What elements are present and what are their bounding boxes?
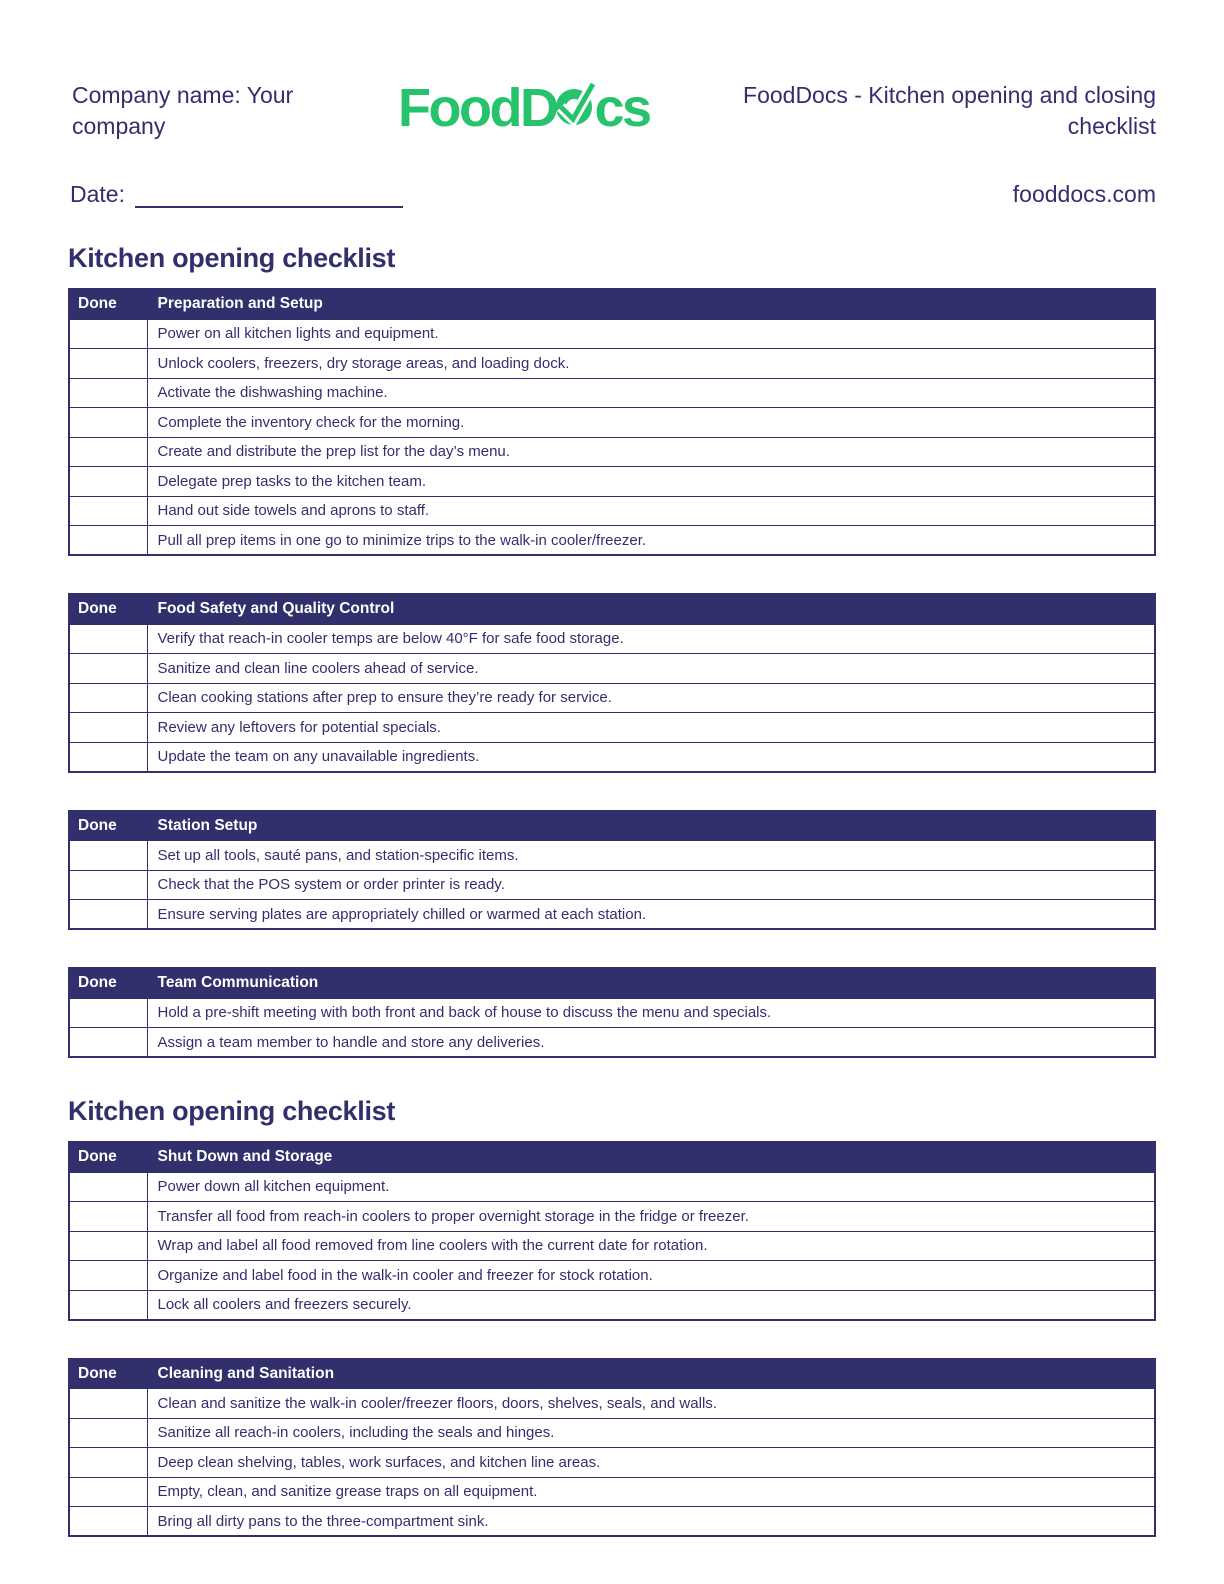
task-text: Assign a team member to handle and store any deliveries. xyxy=(147,1028,1155,1058)
task-text: Delegate prep tasks to the kitchen team. xyxy=(147,467,1155,497)
done-checkbox-cell[interactable] xyxy=(69,437,147,467)
checklist-table xyxy=(68,967,1156,1058)
table-header-title: Food Safety and Quality Control xyxy=(147,594,1155,624)
table-header-title: Station Setup xyxy=(147,811,1155,841)
table-row xyxy=(69,1261,1155,1291)
task-text: Clean and sanitize the walk-in cooler/freezer floors, doors, shelves, seals, and walls. xyxy=(147,1389,1155,1419)
table-row xyxy=(69,998,1155,1028)
table-row xyxy=(69,319,1155,349)
done-checkbox-cell[interactable] xyxy=(69,713,147,743)
done-checkbox-cell[interactable] xyxy=(69,1202,147,1232)
date-label: Date: xyxy=(70,181,125,207)
task-text: Organize and label food in the walk-in cooler and freezer for stock rotation. xyxy=(147,1261,1155,1291)
done-checkbox-cell[interactable] xyxy=(69,408,147,438)
task-text: Update the team on any unavailable ingredients. xyxy=(147,742,1155,772)
done-checkbox-cell[interactable] xyxy=(69,467,147,497)
done-checkbox-cell[interactable] xyxy=(69,1231,147,1261)
checklist-table xyxy=(68,1141,1156,1321)
table-row xyxy=(69,713,1155,743)
task-text: Activate the dishwashing machine. xyxy=(147,378,1155,408)
task-text: Power down all kitchen equipment. xyxy=(147,1172,1155,1202)
table-row xyxy=(69,1231,1155,1261)
table-header-done: Done xyxy=(69,289,147,319)
done-checkbox-cell[interactable] xyxy=(69,1290,147,1320)
table-row xyxy=(69,900,1155,930)
done-checkbox-cell[interactable] xyxy=(69,998,147,1028)
task-text: Check that the POS system or order printer is ready. xyxy=(147,870,1155,900)
table-header-done: Done xyxy=(69,594,147,624)
logo-text-left: FoodD xyxy=(398,78,557,138)
task-text: Review any leftovers for potential specials. xyxy=(147,713,1155,743)
table-row xyxy=(69,1418,1155,1448)
section-heading: Kitchen opening checklist xyxy=(68,1096,396,1126)
task-text: Hand out side towels and aprons to staff. xyxy=(147,496,1155,526)
section-tables xyxy=(68,288,1156,1058)
table-row xyxy=(69,742,1155,772)
table-header-row xyxy=(69,594,1155,624)
table-row xyxy=(69,1448,1155,1478)
task-text: Clean cooking stations after prep to ensure they’re ready for service. xyxy=(147,683,1155,713)
checklist-table xyxy=(68,1358,1156,1538)
done-checkbox-cell[interactable] xyxy=(69,900,147,930)
table-row xyxy=(69,683,1155,713)
done-checkbox-cell[interactable] xyxy=(69,526,147,556)
done-checkbox-cell[interactable] xyxy=(69,742,147,772)
table-header-row xyxy=(69,1142,1155,1172)
table-row xyxy=(69,467,1155,497)
table-row xyxy=(69,349,1155,379)
table-header-title: Shut Down and Storage xyxy=(147,1142,1155,1172)
table-row xyxy=(69,496,1155,526)
date-row xyxy=(70,172,1156,208)
done-checkbox-cell[interactable] xyxy=(69,1389,147,1419)
table-row xyxy=(69,624,1155,654)
task-text: Sanitize and clean line coolers ahead of service. xyxy=(147,654,1155,684)
table-row xyxy=(69,1507,1155,1537)
table-header-row xyxy=(69,289,1155,319)
company-name-text: Company name: Your company xyxy=(72,82,294,139)
table-row xyxy=(69,654,1155,684)
task-text: Ensure serving plates are appropriately chilled or warmed at each station. xyxy=(147,900,1155,930)
task-text: Sanitize all reach-in coolers, including the seals and hinges. xyxy=(147,1418,1155,1448)
table-row xyxy=(69,526,1155,556)
task-text: Unlock coolers, freezers, dry storage areas, and loading dock. xyxy=(147,349,1155,379)
table-header-done: Done xyxy=(69,1359,147,1389)
date-fill-line[interactable] xyxy=(135,180,403,208)
done-checkbox-cell[interactable] xyxy=(69,1448,147,1478)
task-text: Empty, clean, and sanitize grease traps on all equipment. xyxy=(147,1477,1155,1507)
task-text: Set up all tools, sauté pans, and station-specific items. xyxy=(147,841,1155,871)
table-header-done: Done xyxy=(69,968,147,998)
done-checkbox-cell[interactable] xyxy=(69,1477,147,1507)
checklist-table xyxy=(68,288,1156,556)
section-heading: Kitchen opening checklist xyxy=(68,243,396,273)
done-checkbox-cell[interactable] xyxy=(69,319,147,349)
task-text: Complete the inventory check for the morning. xyxy=(147,408,1155,438)
table-row xyxy=(69,1172,1155,1202)
task-text: Bring all dirty pans to the three-compartment sink. xyxy=(147,1507,1155,1537)
task-text: Deep clean shelving, tables, work surfaces, and kitchen line areas. xyxy=(147,1448,1155,1478)
task-text: Wrap and label all food removed from line coolers with the current date for rotation. xyxy=(147,1231,1155,1261)
table-row xyxy=(69,1202,1155,1232)
table-header-title: Team Communication xyxy=(147,968,1155,998)
table-header-done: Done xyxy=(69,811,147,841)
task-text: Hold a pre-shift meeting with both front and back of house to discuss the menu and specials. xyxy=(147,998,1155,1028)
done-checkbox-cell[interactable] xyxy=(69,1028,147,1058)
table-row xyxy=(69,870,1155,900)
done-checkbox-cell[interactable] xyxy=(69,349,147,379)
table-row xyxy=(69,1477,1155,1507)
checklist-section xyxy=(68,242,1156,1058)
done-checkbox-cell[interactable] xyxy=(69,1261,147,1291)
checklist-table xyxy=(68,593,1156,773)
done-checkbox-cell[interactable] xyxy=(69,870,147,900)
table-row xyxy=(69,378,1155,408)
done-checkbox-cell[interactable] xyxy=(69,1418,147,1448)
website-text: fooddocs.com xyxy=(1012,181,1156,207)
checklist-section xyxy=(68,1095,1156,1537)
table-header-row xyxy=(69,1359,1155,1389)
table-row xyxy=(69,1389,1155,1419)
done-checkbox-cell[interactable] xyxy=(69,1507,147,1537)
done-checkbox-cell[interactable] xyxy=(69,841,147,871)
table-header-title: Preparation and Setup xyxy=(147,289,1155,319)
table-header-row xyxy=(69,968,1155,998)
document-title: FoodDocs - Kitchen opening and closing checklist xyxy=(743,82,1156,139)
done-checkbox-cell[interactable] xyxy=(69,654,147,684)
table-row xyxy=(69,1290,1155,1320)
task-text: Transfer all food from reach-in coolers to proper overnight storage in the fridge or freezer. xyxy=(147,1202,1155,1232)
table-header-row xyxy=(69,811,1155,841)
table-row xyxy=(69,437,1155,467)
table-row xyxy=(69,408,1155,438)
check-circle-icon xyxy=(555,76,595,126)
task-text: Lock all coolers and freezers securely. xyxy=(147,1290,1155,1320)
checklist-table xyxy=(68,810,1156,931)
done-checkbox-cell[interactable] xyxy=(69,624,147,654)
fooddocs-logo xyxy=(398,76,650,146)
task-text: Power on all kitchen lights and equipment. xyxy=(147,319,1155,349)
table-row xyxy=(69,1028,1155,1058)
done-checkbox-cell[interactable] xyxy=(69,683,147,713)
table-header-title: Cleaning and Sanitation xyxy=(147,1359,1155,1389)
content xyxy=(68,242,1156,1574)
logo-text-right: cs xyxy=(594,78,650,138)
table-row xyxy=(69,841,1155,871)
section-tables xyxy=(68,1141,1156,1537)
task-text: Verify that reach-in cooler temps are below 40°F for safe food storage. xyxy=(147,624,1155,654)
task-text: Pull all prep items in one go to minimize trips to the walk-in cooler/freezer. xyxy=(147,526,1155,556)
done-checkbox-cell[interactable] xyxy=(69,378,147,408)
task-text: Create and distribute the prep list for the day’s menu. xyxy=(147,437,1155,467)
done-checkbox-cell[interactable] xyxy=(69,496,147,526)
done-checkbox-cell[interactable] xyxy=(69,1172,147,1202)
table-header-done: Done xyxy=(69,1142,147,1172)
